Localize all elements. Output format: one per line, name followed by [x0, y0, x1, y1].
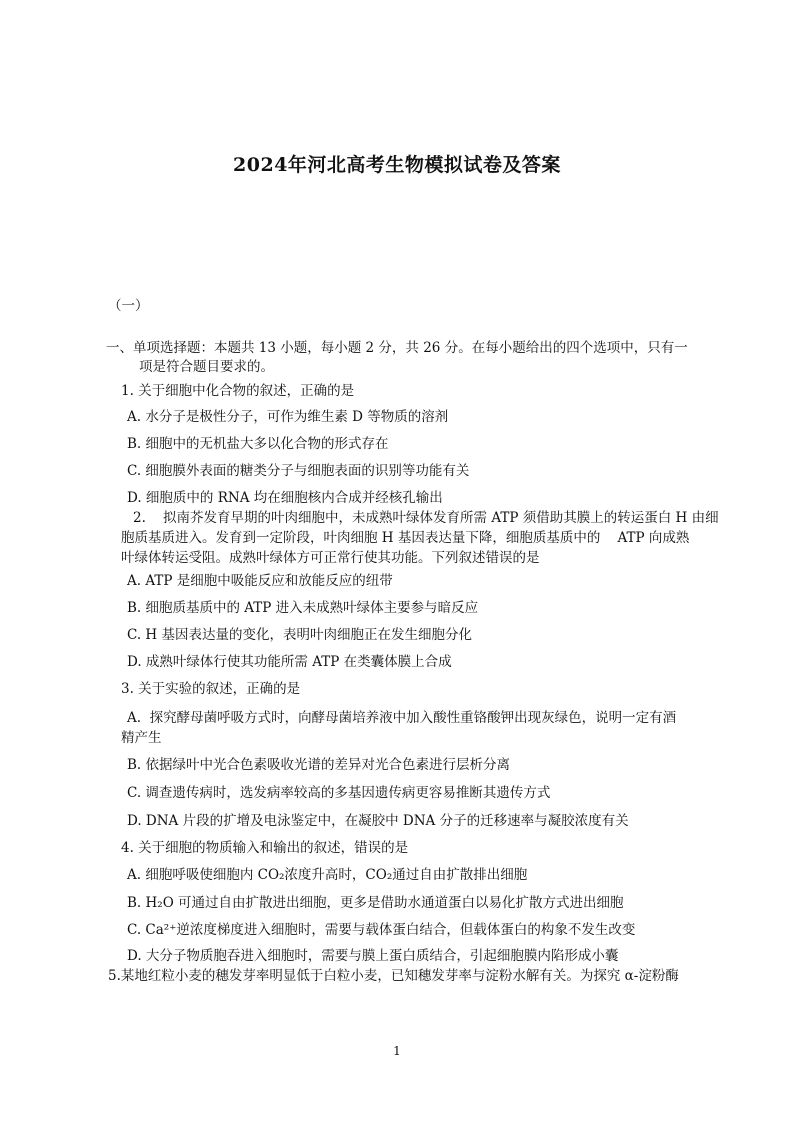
page-title: 2024年河北高考生物模拟试卷及答案: [233, 154, 561, 176]
question-stem: 4. 关于细胞的物质输入和输出的叙述，错误的是: [121, 840, 409, 856]
question-option: B. 细胞质基质中的 ATP 进入未成熟叶绿体主要参与暗反应: [127, 600, 479, 616]
question-option: D. 成熟叶绿体行使其功能所需 ATP 在类囊体膜上合成: [127, 654, 452, 670]
question-option: A. 探究酵母菌呼吸方式时，向酵母菌培养液中加入酸性重铬酸钾出现灰绿色，说明一定有酒: [127, 710, 677, 726]
question-option: C. Ca²⁺逆浓度梯度进入细胞时，需要与载体蛋白结合，但载体蛋白的构象不发生改变: [127, 922, 636, 938]
question-option: B. H₂O 可通过自由扩散进出细胞，更多是借助水通道蛋白以易化扩散方式进出细胞: [127, 895, 624, 911]
question-option: A. ATP 是细胞中吸能反应和放能反应的纽带: [127, 573, 393, 589]
question-option: B. 依据绿叶中光合色素吸收光谱的差异对光合色素进行层析分离: [127, 757, 511, 773]
question-option: D. 细胞质中的 RNA 均在细胞核内合成并经核孔输出: [127, 490, 443, 506]
question-stem: 3. 关于实验的叙述，正确的是: [121, 681, 301, 697]
question-stem: 1. 关于细胞中化合物的叙述，正确的是: [121, 383, 355, 399]
question-stem: 2. 拟南芥发育早期的叶肉细胞中，未成熟叶绿体发育所需 ATP 须借助其膜上的转运蛋白 H 由细: [133, 510, 719, 526]
question-option: A. 水分子是极性分子，可作为维生素 D 等物质的溶剂: [127, 409, 449, 425]
part-label: （一）: [108, 298, 149, 314]
question-option: C. H 基因表达量的变化，表明叶肉细胞正在发生细胞分化: [127, 627, 472, 643]
question-option: C. 细胞膜外表面的糖类分子与细胞表面的识别等功能有关: [127, 463, 470, 479]
question-option: B. 细胞中的无机盐大多以化合物的形式存在: [127, 436, 389, 452]
question-stem-cont: 胞质基质进入。发育到一定阶段，叶肉细胞 H 基因表达量下降，细胞质基质中的 ATP 向成熟: [121, 530, 690, 546]
question-stem-cont: 叶绿体转运受阻。成熟叶绿体方可正常行使其功能。下列叙述错误的是: [121, 550, 540, 566]
question-option: C. 调查遗传病时，选发病率较高的多基因遗传病更容易推断其遗传方式: [127, 785, 551, 801]
page-number: 1: [393, 1044, 401, 1058]
question-option: A. 细胞呼吸使细胞内 CO₂浓度升高时，CO₂通过自由扩散排出细胞: [127, 867, 528, 883]
question-option: D. DNA 片段的扩增及电泳鉴定中，在凝胶中 DNA 分子的迁移速率与凝胶浓度有关: [127, 813, 629, 829]
question-option-cont: 精产生: [121, 730, 162, 746]
section-heading-cont: 项是符合题目要求的。: [139, 359, 274, 375]
question-stem: 5.某地红粒小麦的穗发芽率明显低于白粒小麦，已知穗发芽率与淀粉水解有关。为探究 α-淀粉酶: [108, 968, 679, 984]
section-heading: 一、单项选择题：本题共 13 小题，每小题 2 分，共 26 分。在每小题给出的四个选项中，只有一: [106, 340, 688, 356]
question-option: D. 大分子物质胞吞进入细胞时，需要与膜上蛋白质结合，引起细胞膜内陷形成小囊: [127, 948, 619, 964]
